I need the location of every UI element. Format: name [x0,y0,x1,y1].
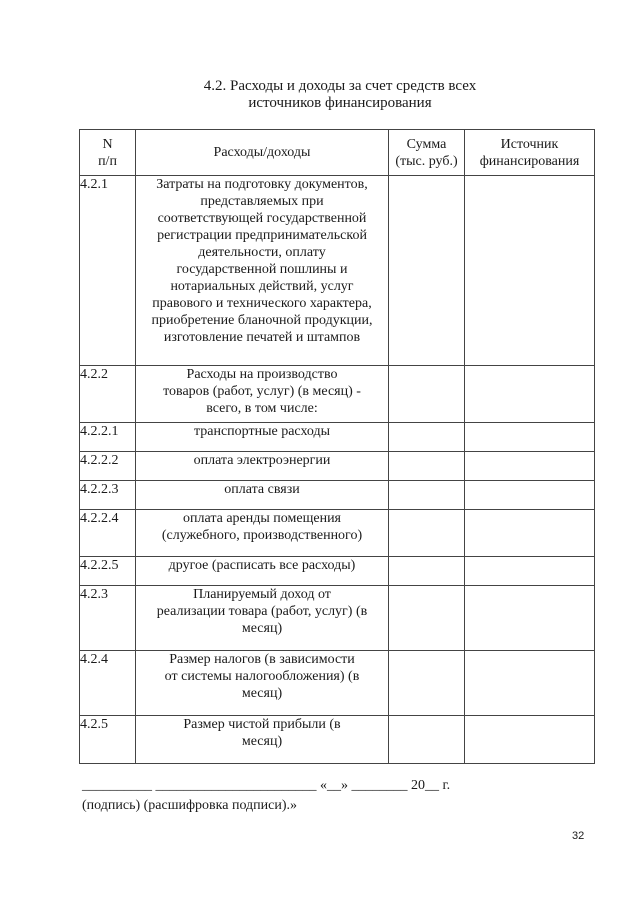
row-description-line: деятельности, оплату [198,245,326,260]
row-description-line: транспортные расходы [193,424,331,439]
header-num [80,130,136,176]
row-source-cell[interactable] [465,586,595,651]
row-sum-cell[interactable] [389,586,465,651]
row-description-line: оплата аренды помещения [183,511,341,526]
row-source-cell[interactable] [465,366,595,423]
row-source-cell[interactable] [465,176,595,366]
row-description-line: правового и технического характера, [152,296,372,311]
row-description-line: месяц) [241,686,283,701]
row-description [136,586,389,651]
header-num-line-2: п/п [98,153,117,169]
row-description-line: Планируемый доход от [193,587,331,602]
row-description-line: оплата электроэнергии [193,453,331,468]
table-row [80,176,595,366]
table-row [80,366,595,423]
row-sum-cell[interactable] [389,651,465,716]
row-sum-cell[interactable] [389,452,465,481]
row-source-cell[interactable] [465,510,595,557]
row-description-line: нотариальных действий, услуг [170,279,354,294]
row-description [136,510,389,557]
row-number: 4.2.2.1 [80,423,136,452]
row-description-line: изготовление печатей и штампов [163,330,361,345]
row-sum-cell[interactable] [389,481,465,510]
table-body [80,176,595,764]
header-source-line-1: Источник [500,136,559,152]
section-title [130,78,550,112]
table-row [80,423,595,452]
header-source-line-2: финансирования [479,153,580,169]
row-sum-cell[interactable] [389,176,465,366]
row-source-cell[interactable] [465,452,595,481]
row-description-line: Затраты на подготовку документов, [156,177,368,192]
row-description [136,481,389,510]
row-description-line: регистрации предпринимательской [157,228,367,243]
row-description-line: товаров (работ, услуг) (в месяц) - [163,384,361,399]
row-description-line: от системы налогообложения) (в [164,669,360,684]
signature-line: __________ _______________________ «__» ________ 20__ г. [82,778,451,793]
table-row [80,481,595,510]
row-number: 4.2.2.2 [80,452,136,481]
row-description [136,651,389,716]
row-number: 4.2.2.4 [80,510,136,557]
row-source-cell[interactable] [465,716,595,764]
row-description [136,557,389,586]
row-description-line: приобретение бланочной продукции, [151,313,373,328]
header-name: Расходы/доходы [136,130,389,176]
row-description-line: (служебного, производственного) [161,528,363,543]
row-number: 4.2.2.3 [80,481,136,510]
row-sum-cell[interactable] [389,423,465,452]
row-source-cell[interactable] [465,557,595,586]
row-description [136,716,389,764]
row-description-line: всего, в том числе: [206,401,318,416]
table-row [80,651,595,716]
row-number: 4.2.1 [80,176,136,366]
row-sum-cell[interactable] [389,557,465,586]
row-description [136,366,389,423]
row-description [136,176,389,366]
row-description-line: другое (расписать все расходы) [168,558,356,573]
row-description-line: реализации товара (работ, услуг) (в [156,604,368,619]
row-description [136,423,389,452]
expenses-income-table [79,129,595,764]
row-description [136,452,389,481]
section-title-line-2: источников финансирования [248,95,432,111]
row-description-line: Размер налогов (в зависимости [169,652,355,667]
table-row [80,557,595,586]
row-description-line: Расходы на производство [186,367,338,382]
header-num-line-1: N [102,136,113,152]
header-sum-line-1: Сумма [406,136,447,152]
row-description-line: государственной пошлины и [176,262,348,277]
row-sum-cell[interactable] [389,510,465,557]
row-number: 4.2.3 [80,586,136,651]
row-source-cell[interactable] [465,651,595,716]
signature-caption: (подпись) (расшифровка подписи).» [82,798,298,813]
row-description-line: представляемых при [200,194,324,209]
table-row [80,586,595,651]
row-number: 4.2.2.5 [80,557,136,586]
row-source-cell[interactable] [465,481,595,510]
row-description-line: месяц) [241,734,283,749]
header-source [465,130,595,176]
row-sum-cell[interactable] [389,366,465,423]
row-description-line: месяц) [241,621,283,636]
row-source-cell[interactable] [465,423,595,452]
row-sum-cell[interactable] [389,716,465,764]
table-row [80,716,595,764]
header-sum-line-2: (тыс. руб.) [395,153,458,169]
row-number: 4.2.4 [80,651,136,716]
row-number: 4.2.2 [80,366,136,423]
section-title-line-1: 4.2. Расходы и доходы за счет средств всех [203,78,477,94]
row-description-line: оплата связи [224,482,300,497]
row-number: 4.2.5 [80,716,136,764]
header-sum [389,130,465,176]
table-row [80,510,595,557]
table-header-row [80,130,595,176]
row-description-line: соответствующей государственной [157,211,367,226]
table-row [80,452,595,481]
row-description-line: Размер чистой прибыли (в [183,717,341,732]
page-number: 32 [572,830,585,842]
